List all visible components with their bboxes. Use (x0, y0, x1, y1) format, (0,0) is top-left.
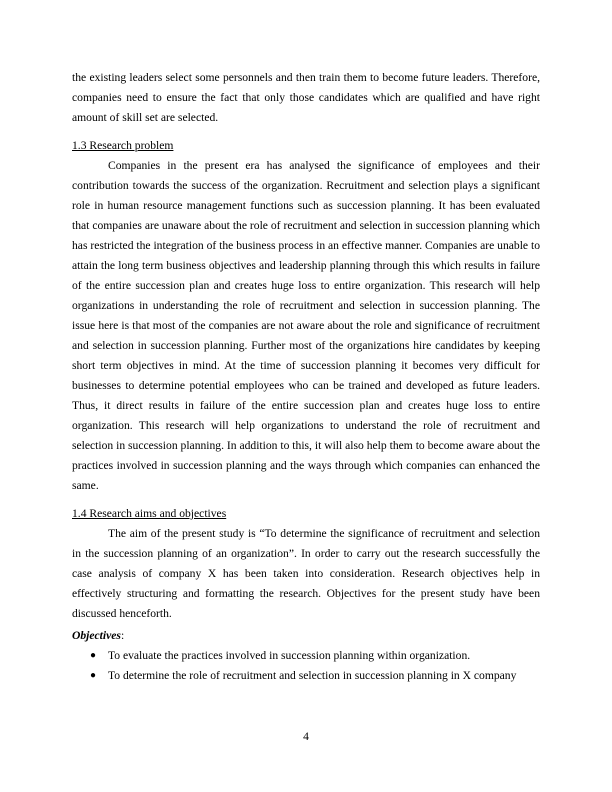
research-aims-paragraph: The aim of the present study is “To determine the significance of recruitment and selection in the succession planning of an organization”. In order to carry out the research successfully the case analysis of company X has been taken into consideration. Research objectives help in effectively structuring and formatting the research. Objectives for the present study have been discussed henceforth. (72, 527, 540, 620)
bullet-icon: ● (90, 650, 97, 661)
section-heading-research-problem: 1.3 Research problem (72, 139, 174, 152)
objectives-colon: : (120, 629, 125, 642)
objectives-list (72, 646, 540, 686)
objectives-heading (72, 626, 540, 646)
section-heading-research-aims: 1.4 Research aims and objectives (72, 507, 227, 520)
objectives-label: Objectives (72, 629, 121, 642)
list-item (72, 646, 540, 666)
bullet-icon: ● (90, 670, 97, 681)
document-page (72, 68, 540, 686)
objective-text: To evaluate the practices involved in succession planning within organization. (108, 649, 471, 662)
intro-paragraph: the existing leaders select some personnels and then train them to become future leaders. Therefore, companies need to ensure the fact that only those candidates which are qualified and have right amount of skill set are selected. (72, 71, 540, 124)
research-problem-paragraph: Companies in the present era has analysed the significance of employees and their contribution towards the success of the organization. Recruitment and selection plays a significant role in human resource management functions such as succession planning. It has been evaluated that companies are unaware about the role of recruitment and selection in succession planning which has restricted the integration of the business process in an effective manner. Companies are unable to attain the long term business objectives and leadership planning through this which results in failure of the entire succession plan and creates huge loss to entire organization. This research will help organizations in understanding the role of recruitment and selection in succession planning. The issue here is that most of the companies are not aware about the role and significance of recruitment and selection in succession planning. Further most of the organizations hire candidates by keeping short term objectives in mind. At the time of succession planning it becomes very difficult for businesses to determine potential employees who can be trained and developed as future leaders. Thus, it direct results in failure of the entire succession plan and creates huge loss to entire organization. This research will help organizations to understand the role of recruitment and selection in succession planning. In addition to this, it will also help them to become aware about the practices involved in succession planning and the ways through which companies can enhanced the same. (72, 159, 540, 492)
list-item (72, 666, 540, 686)
page-number: 4 (303, 730, 309, 743)
objective-text: To determine the role of recruitment and selection in succession planning in X company (108, 669, 517, 682)
